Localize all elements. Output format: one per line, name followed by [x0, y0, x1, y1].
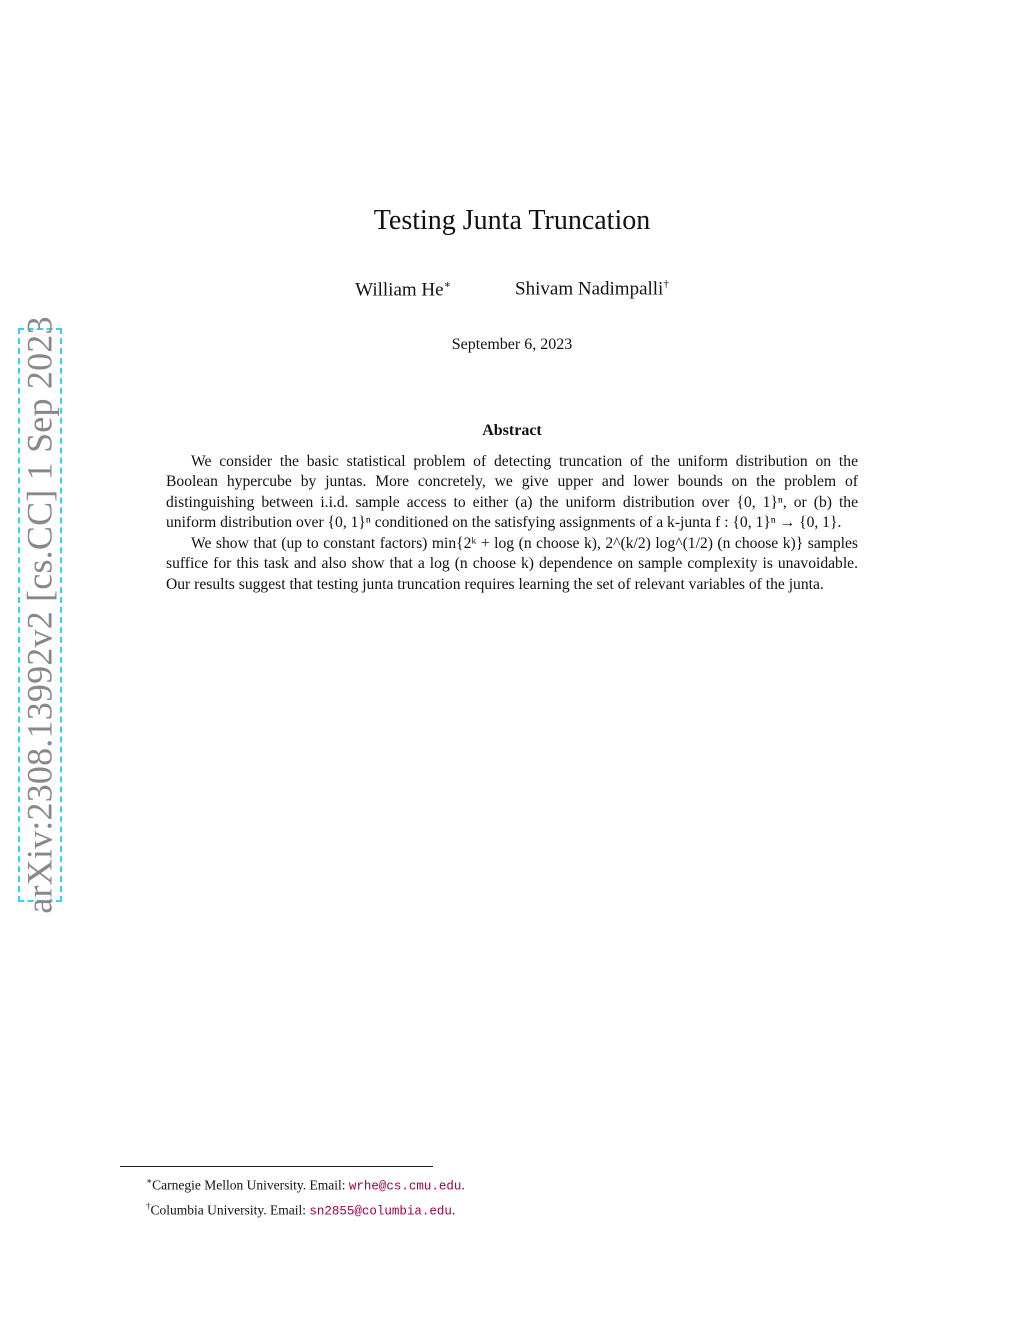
author-2	[515, 278, 669, 301]
author-list	[0, 278, 1024, 301]
paper-date: September 6, 2023	[451, 336, 573, 353]
footnote-1	[146, 1172, 846, 1197]
footnote-divider	[120, 1166, 433, 1167]
footnote-2-mark: †	[146, 1200, 151, 1211]
footnote-1-mark: ∗	[146, 1176, 153, 1186]
author-1-footnote-mark: ∗	[443, 279, 452, 291]
author-2-footnote-mark: †	[663, 278, 669, 290]
arxiv-identifier-text: arXiv:2308.13992v2 [cs.CC] 1 Sep 2023	[20, 316, 61, 914]
footnote-2-text: Columbia University. Email:	[150, 1202, 310, 1217]
author-1	[355, 278, 451, 301]
author-2-name: Shivam Nadimpalli	[515, 278, 664, 300]
abstract-paragraph-2: We show that (up to constant factors) min{2ᵏ + log (n choose k), 2^(k/2) log^(1/2) (n choose k)} samples suffice for this task and also show that a log (n choose k) dependence on sample complexity is unavoidable. Our results suggest that testing junta truncation requires learning the set of relevant variables of the junta.	[166, 535, 858, 593]
abstract-heading: Abstract	[482, 422, 542, 439]
footnotes	[146, 1172, 846, 1221]
footnote-2	[146, 1197, 846, 1222]
footnote-1-text: Carnegie Mellon University. Email:	[152, 1177, 349, 1193]
paper-title: Testing Junta Truncation	[373, 205, 651, 236]
footnote-2-end: .	[451, 1202, 456, 1217]
abstract-body	[166, 452, 858, 595]
abstract-paragraph-1: We consider the basic statistical problem of detecting truncation of the uniform distribution on the Boolean hypercube by juntas. More concretely, we give upper and lower bounds on the problem of distinguishing between i.i.d. sample access to either (a) the uniform distribution over {0, 1}ⁿ, or (b) the uniform distribution over {0, 1}ⁿ conditioned on the satisfying assignments of a k-junta f : {0, 1}ⁿ → {0, 1}.	[166, 453, 858, 531]
arxiv-identifier-stamp[interactable]	[18, 316, 62, 914]
footnote-1-email-link[interactable]: wrhe@cs.cmu.edu	[348, 1179, 462, 1194]
footnote-2-email-link[interactable]: sn2855@columbia.edu	[309, 1204, 452, 1218]
author-1-name: William He	[355, 279, 444, 301]
footnote-1-end: .	[461, 1177, 465, 1193]
